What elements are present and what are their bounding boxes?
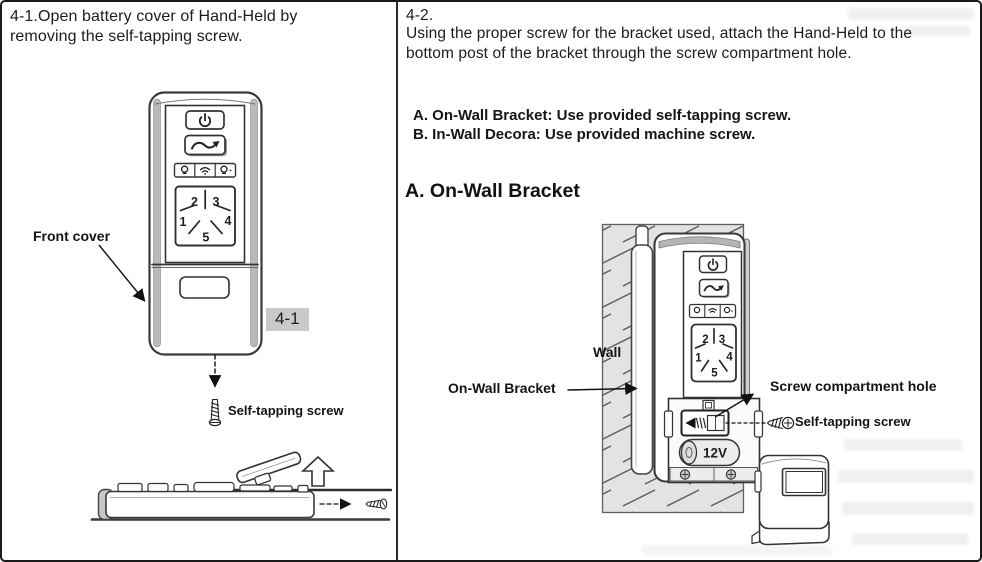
speed-2: 2 (702, 334, 709, 346)
cover-release-button (180, 277, 229, 298)
step-4-2-instruction: Using the proper screw for the bracket used, attach the Hand-Held to the bottom post of the bracket through the screw compartment hole. (406, 25, 913, 62)
self-tapping-screw-label-right: Self-tapping screw (795, 414, 911, 429)
figure-tag-4-1: 4-1 (266, 308, 309, 331)
battery-label: 12V (702, 445, 728, 461)
handheld-on-bracket (655, 234, 767, 483)
handheld-front-view (150, 93, 262, 355)
handheld-side-view (92, 451, 391, 520)
battery-compartment (665, 399, 767, 483)
screw-icon (209, 400, 220, 426)
section-heading-on-wall-bracket: A. On-Wall Bracket (405, 180, 580, 202)
battery-12v (680, 440, 740, 466)
fan-reverse-button (185, 136, 227, 157)
speed-keypad (692, 325, 737, 382)
speed-keypad (176, 187, 236, 246)
wall-label: Wall (593, 344, 622, 360)
power-button (186, 111, 224, 129)
diagram-art (2, 2, 982, 562)
screw-compartment-hole-label: Screw compartment hole (770, 378, 937, 394)
option-a-text: A. On-Wall Bracket: Use provided self-tapping screw. (413, 107, 792, 124)
speed-1: 1 (179, 215, 187, 229)
speed-3: 3 (718, 334, 726, 346)
accessory-button-row (175, 164, 236, 178)
speed-1: 1 (695, 352, 702, 365)
front-cover-label: Front cover (33, 228, 111, 244)
speed-4: 4 (224, 214, 232, 228)
speed-2: 2 (191, 195, 198, 209)
screw-icon-external (768, 417, 794, 428)
speed-5: 5 (202, 230, 210, 245)
option-b-text: B. In-Wall Decora: Use provided machine screw. (413, 126, 756, 143)
speed-4: 4 (726, 351, 733, 364)
battery-cover-piece (752, 456, 829, 545)
power-button (700, 256, 727, 273)
self-tapping-screw-label: Self-tapping screw (228, 403, 344, 418)
speed-3: 3 (212, 195, 220, 209)
front-cover-arrow (99, 245, 143, 299)
side-view-buttons (118, 483, 308, 493)
step-4-2-number: 4-2. (406, 7, 434, 24)
step-4-1-instruction: 4-1.Open battery cover of Hand-Held by removing the self-tapping screw. (10, 8, 298, 45)
up-arrow-icon (303, 457, 333, 486)
fan-reverse-button (700, 280, 730, 298)
self-tapping-screw-vertical (209, 355, 220, 426)
screw-icon-horizontal (366, 499, 387, 509)
on-wall-bracket (632, 245, 653, 474)
on-wall-bracket-label: On-Wall Bracket (448, 380, 556, 396)
speed-5: 5 (711, 367, 718, 380)
accessory-button-row (690, 305, 736, 318)
